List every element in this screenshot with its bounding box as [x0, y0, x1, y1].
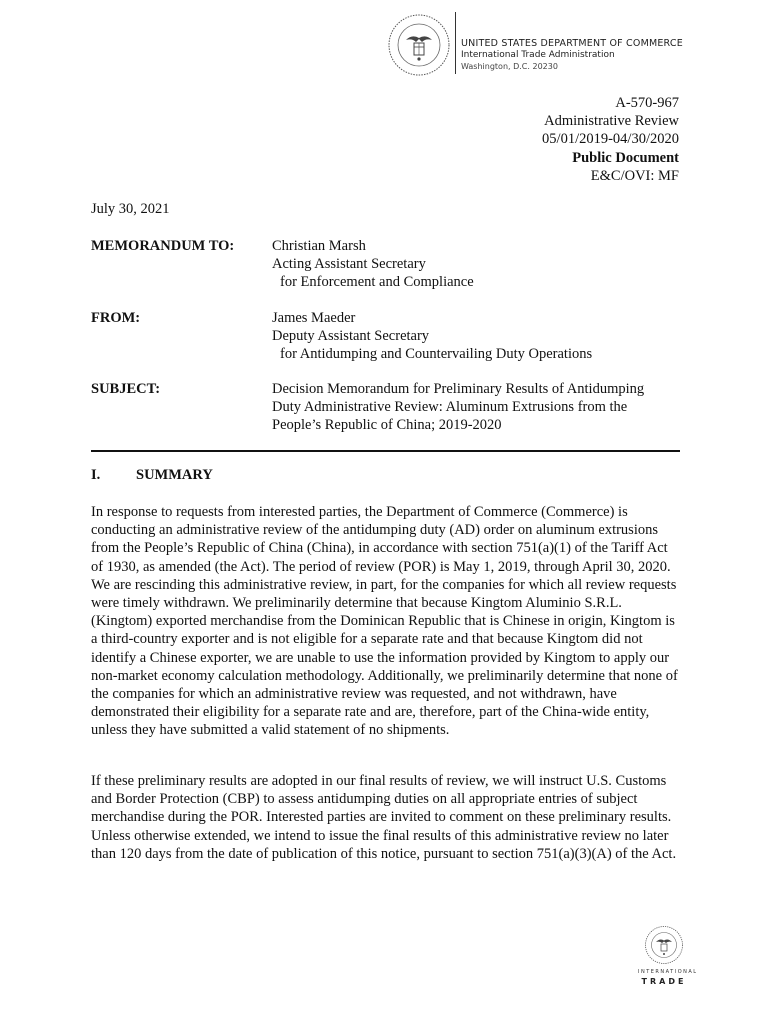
- ita-seal-icon: [644, 925, 684, 965]
- letterhead-bureau: International Trade Administration: [461, 50, 615, 60]
- footer-logo: [638, 925, 698, 991]
- memo-subject-label: SUBJECT:: [91, 381, 161, 397]
- memo-to-label: MEMORANDUM TO:: [91, 238, 235, 254]
- review-period: 05/01/2019-04/30/2020: [542, 131, 679, 148]
- memo-subject-line-1: Decision Memorandum for Preliminary Results of Antidumping: [272, 381, 645, 397]
- memo-from-name: James Maeder: [272, 310, 356, 326]
- commerce-seal-icon: [386, 12, 452, 78]
- memo-subject-value: [272, 380, 692, 434]
- section-heading: [91, 467, 213, 484]
- memo-subject-line-3: People’s Republic of China; 2019-2020: [272, 417, 502, 433]
- memo-subject-line-2: Duty Administrative Review: Aluminum Extrusions from the: [272, 399, 628, 415]
- review-type: Administrative Review: [544, 113, 679, 130]
- footer-text-line-1: INTERNATIONAL: [638, 969, 698, 975]
- summary-paragraph-2: If these preliminary results are adopted in our final results of review, we will instruct U.S. Customs and Border Protection (CBP) to assess antidumping duties on all appropriate entries of subject merchandise during the POR. Interested parties are invited to comment on these preliminary results. Unless otherwise extended, we intend to issue the final results of this administrative review no later than 120 days from the date of publication of this notice, pursuant to section 751(a)(3)(A) of the Act.: [91, 773, 677, 862]
- office-code: E&C/OVI: MF: [590, 167, 679, 184]
- memo-to-title: Acting Assistant Secretary: [272, 256, 426, 272]
- letterhead-address: Washington, D.C. 20230: [461, 62, 558, 71]
- memo-from-title: Deputy Assistant Secretary: [272, 328, 430, 344]
- letterhead-divider: [455, 12, 456, 74]
- memo-from-label: FROM:: [91, 310, 141, 326]
- summary-paragraph-1: In response to requests from interested parties, the Department of Commerce (Commerce) is conducting an administrative review of the antidumping duty (AD) order on aluminum extrusions from the People’s Republic of China (China), in accordance with section 751(a)(1) of the Tariff Act of 1930, as amended (the Act). The period of review (POR) is May 1, 2019, through April 30, 2020. We are rescinding this administrative review, in part, for the companies for which all review requests were timely withdrawn. We preliminarily determine that because Kingtom Aluminio S.R.L. (Kingtom) exported merchandise from the Dominican Republic that is Chinese in origin, Kingtom is a third-country exporter and is not eligible for a separate rate and that because Kingtom did not identify a Chinese exporter, we are unable to use the information provided by Kingtom to apply our non-market economy calculation methodology. Additionally, we preliminarily determine that none of the companies for which an administrative review was requested, and not withdrawn, have demonstrated their eligibility for a separate rate and are, therefore, part of the China-wide entity, unless they have submitted a valid statement of no shipments.: [91, 504, 678, 739]
- case-number: A-570-967: [615, 95, 679, 111]
- letterhead: [461, 38, 683, 72]
- memo-to-name: Christian Marsh: [272, 238, 366, 254]
- memo-to-value: [272, 237, 692, 291]
- section-title: SUMMARY: [136, 467, 213, 483]
- memo-to-unit: for Enforcement and Compliance: [280, 274, 474, 290]
- memo-from-value: [272, 309, 692, 363]
- footer-text-line-2: TRADE: [641, 977, 687, 986]
- memo-from-unit: for Antidumping and Countervailing Duty Operations: [280, 346, 593, 362]
- case-block: [542, 94, 679, 185]
- header-rule: [91, 450, 680, 452]
- letterhead-agency: UNITED STATES DEPARTMENT OF COMMERCE: [461, 38, 683, 49]
- section-number: I.: [91, 467, 101, 483]
- memo-date: July 30, 2021: [91, 201, 170, 217]
- document-classification: Public Document: [572, 149, 679, 166]
